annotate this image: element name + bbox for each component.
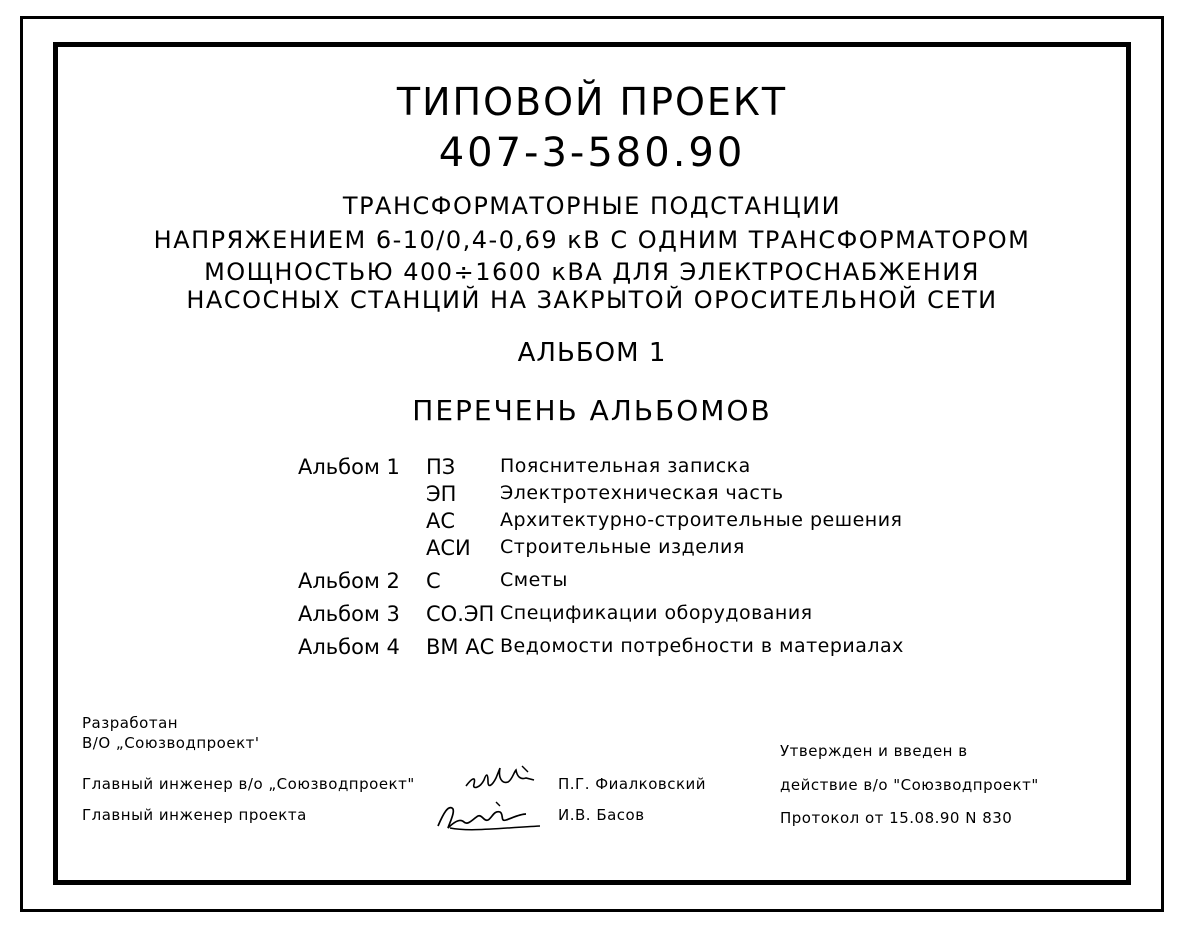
album-code: СО.ЭП	[426, 602, 495, 626]
signature-basov-icon	[430, 792, 548, 836]
album-number: Альбом 3	[298, 602, 400, 626]
album-number: Альбом 2	[298, 569, 400, 593]
album-description: Сметы	[500, 569, 568, 591]
signature-fialkovsky-icon	[462, 758, 548, 796]
album-code: ВМ АС	[426, 635, 495, 659]
approval-protocol: Протокол от 15.08.90 N 830	[780, 809, 1013, 827]
chief-engineer-project-label: Главный инженер проекта	[82, 806, 307, 824]
chief-engineer-org-name: П.Г. Фиалковский	[558, 775, 707, 793]
album-description: Ведомости потребности в материалах	[500, 635, 904, 657]
approval-line-1: Утвержден и введен в	[780, 742, 968, 760]
approval-line-2: действие в/о "Союзводпроект"	[780, 776, 1039, 794]
album-code: ПЗ	[426, 455, 456, 479]
chief-engineer-org-label: Главный инженер в/о „Союзводпроект"	[82, 775, 415, 793]
album-description: Электротехническая часть	[500, 482, 784, 504]
developed-label: Разработан	[82, 714, 179, 732]
project-code: 407-3-580.90	[438, 130, 746, 176]
album-list-title: ПЕРЕЧЕНЬ АЛЬБОМОВ	[412, 394, 772, 427]
album-code: АСИ	[426, 536, 471, 560]
description-line-1: ТРАНСФОРМАТОРНЫЕ ПОДСТАНЦИИ	[342, 192, 842, 220]
description-line-3: МОЩНОСТЬЮ 400÷1600 кВА ДЛЯ ЭЛЕКТРОСНАБЖЕНИЯ	[204, 258, 980, 286]
album-description: Архитектурно-строительные решения	[500, 509, 903, 531]
album-description: Пояснительная записка	[500, 455, 751, 477]
description-line-4: НАСОСНЫХ СТАНЦИЙ НА ЗАКРЫТОЙ ОРОСИТЕЛЬНОЙ СЕТИ	[186, 286, 998, 314]
developed-org: В/О „Союзводпроект'	[82, 734, 260, 752]
document-title: ТИПОВОЙ ПРОЕКТ	[396, 80, 788, 124]
album-code: АС	[426, 509, 456, 533]
album-code: С	[426, 569, 441, 593]
description-line-2: НАПРЯЖЕНИЕМ 6-10/0,4-0,69 кВ С ОДНИМ ТРАНСФОРМАТОРОМ	[153, 226, 1031, 254]
album-label: АЛЬБОМ 1	[517, 338, 667, 368]
album-number: Альбом 1	[298, 455, 400, 479]
album-number: Альбом 4	[298, 635, 400, 659]
album-description: Строительные изделия	[500, 536, 745, 558]
album-description: Спецификации оборудования	[500, 602, 813, 624]
album-code: ЭП	[426, 482, 457, 506]
chief-engineer-project-name: И.В. Басов	[558, 806, 645, 824]
